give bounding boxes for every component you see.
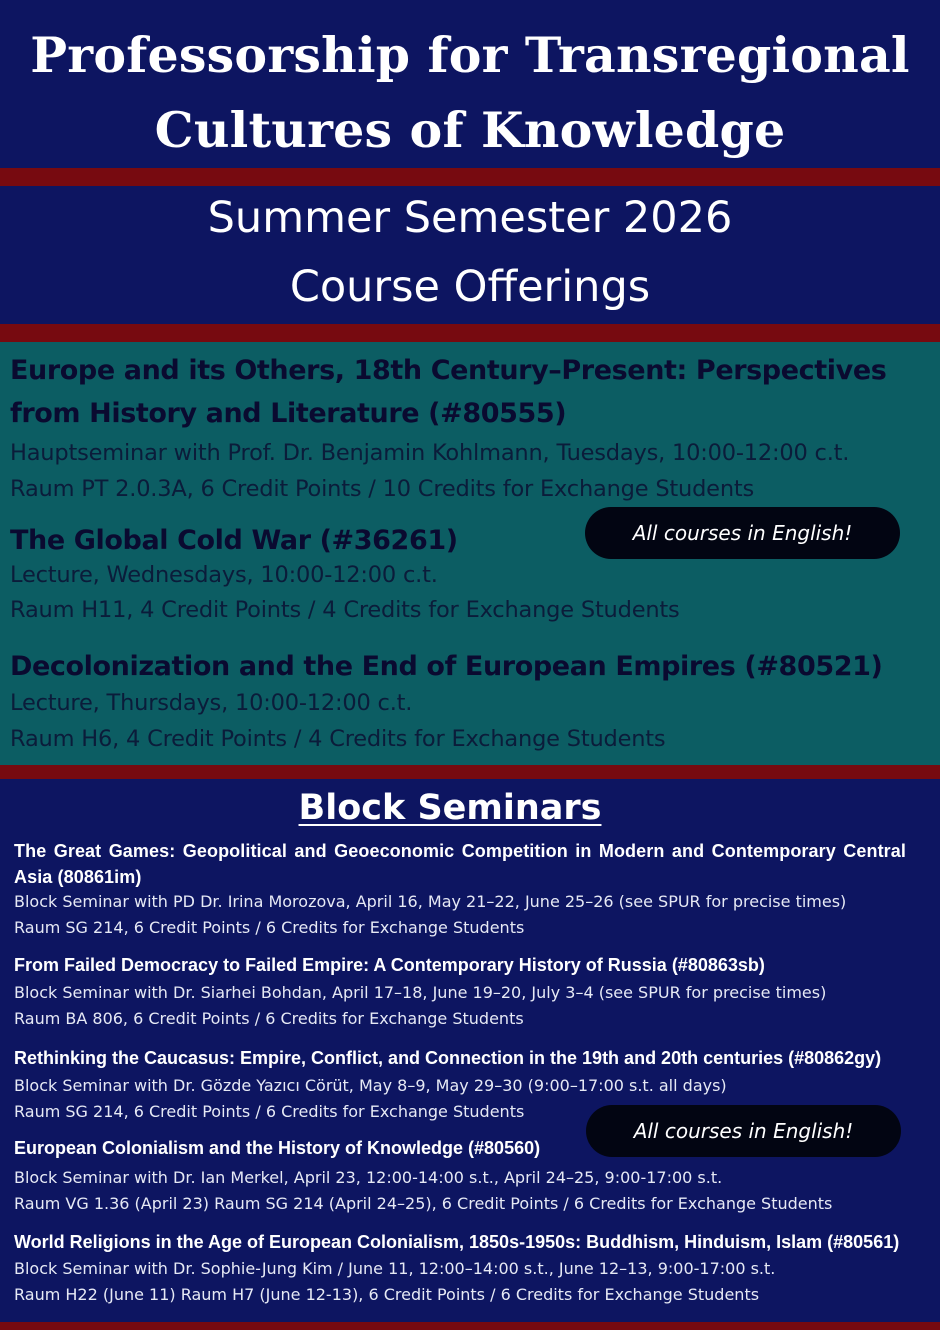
seminar-title: Rethinking the Caucasus: Empire, Conflict, and Connection in the 19th and 20th centuries (#80862gy) <box>14 1048 882 1068</box>
seminar-title: European Colonialism and the History of Knowledge (#80560) <box>14 1138 541 1158</box>
seminar-title: From Failed Democracy to Failed Empire: A Contemporary History of Russia (#80863sb) <box>14 955 765 975</box>
course-detail: Raum H11, 4 Credit Points / 4 Credits for Exchange Students <box>10 597 680 623</box>
course-detail: Hauptseminar with Prof. Dr. Benjamin Kohlmann, Tuesdays, 10:00-12:00 c.t. <box>10 440 850 466</box>
seminar-detail: Block Seminar with Dr. Gözde Yazıcı Cörüt, May 8–9, May 29–30 (9:00–17:00 s.t. all days) <box>14 1076 727 1095</box>
seminar-detail: Raum SG 214, 6 Credit Points / 6 Credits for Exchange Students <box>14 918 525 937</box>
course-title: Decolonization and the End of European Empires (#80521) <box>10 651 883 682</box>
page-title-line-2: Cultures of Knowledge <box>154 101 786 159</box>
seminar-detail: Raum SG 214, 6 Credit Points / 6 Credits for Exchange Students <box>14 1102 525 1121</box>
seminar-detail: Raum H22 (June 11) Raum H7 (June 12-13), 6 Credit Points / 6 Credits for Exchange Students <box>14 1285 760 1304</box>
page-title-line-1: Professorship for Transregional <box>30 26 910 84</box>
semester-title: Summer Semester 2026 <box>207 193 733 243</box>
course-offerings-title: Course Offerings <box>289 262 651 312</box>
course-detail: Lecture, Thursdays, 10:00-12:00 c.t. <box>10 690 413 716</box>
seminar-detail: Block Seminar with Dr. Ian Merkel, April 23, 12:00-14:00 s.t., April 24–25, 9:00-17:00 s.t. <box>14 1168 723 1187</box>
course-title: from History and Literature (#80555) <box>10 398 567 429</box>
seminar-detail: Block Seminar with Dr. Sophie-Jung Kim / June 11, 12:00–14:00 s.t., June 12–13, 9:00-17:00 s.t. <box>14 1259 776 1278</box>
course-detail: Lecture, Wednesdays, 10:00-12:00 c.t. <box>10 562 438 588</box>
seminar-title: The Great Games: Geopolitical and Geoeconomic Competition in Modern and Contemporary Central Asia (80861im) <box>14 841 906 887</box>
seminar-title: World Religions in the Age of European Colonialism, 1850s-1950s: Buddhism, Hinduism, Islam (#80561) <box>14 1232 900 1252</box>
block-seminars-heading: Block Seminars <box>298 788 602 828</box>
divider-band <box>0 168 940 186</box>
divider-band <box>0 765 940 779</box>
seminar-detail: Block Seminar with PD Dr. Irina Morozova, April 16, May 21–22, June 25–26 (see SPUR for precise times) <box>14 892 847 911</box>
course-detail: Raum PT 2.0.3A, 6 Credit Points / 10 Credits for Exchange Students <box>10 476 755 502</box>
seminar-detail: Block Seminar with Dr. Siarhei Bohdan, April 17–18, June 19–20, July 3–4 (see SPUR for precise times) <box>14 983 827 1002</box>
header-banner <box>0 0 940 168</box>
seminar-detail: Raum VG 1.36 (April 23) Raum SG 214 (April 24–25), 6 Credit Points / 6 Credits for Exchange Students <box>14 1194 833 1213</box>
course-title: The Global Cold War (#36261) <box>10 525 458 556</box>
divider-band <box>0 324 940 342</box>
english-badge: All courses in English! <box>586 1105 901 1157</box>
english-badge: All courses in English! <box>585 507 900 559</box>
course-detail: Raum H6, 4 Credit Points / 4 Credits for Exchange Students <box>10 726 666 752</box>
course-title: Europe and its Others, 18th Century–Present: Perspectives <box>10 355 887 386</box>
footer-band <box>0 1322 940 1330</box>
seminar-detail: Raum BA 806, 6 Credit Points / 6 Credits for Exchange Students <box>14 1009 524 1028</box>
